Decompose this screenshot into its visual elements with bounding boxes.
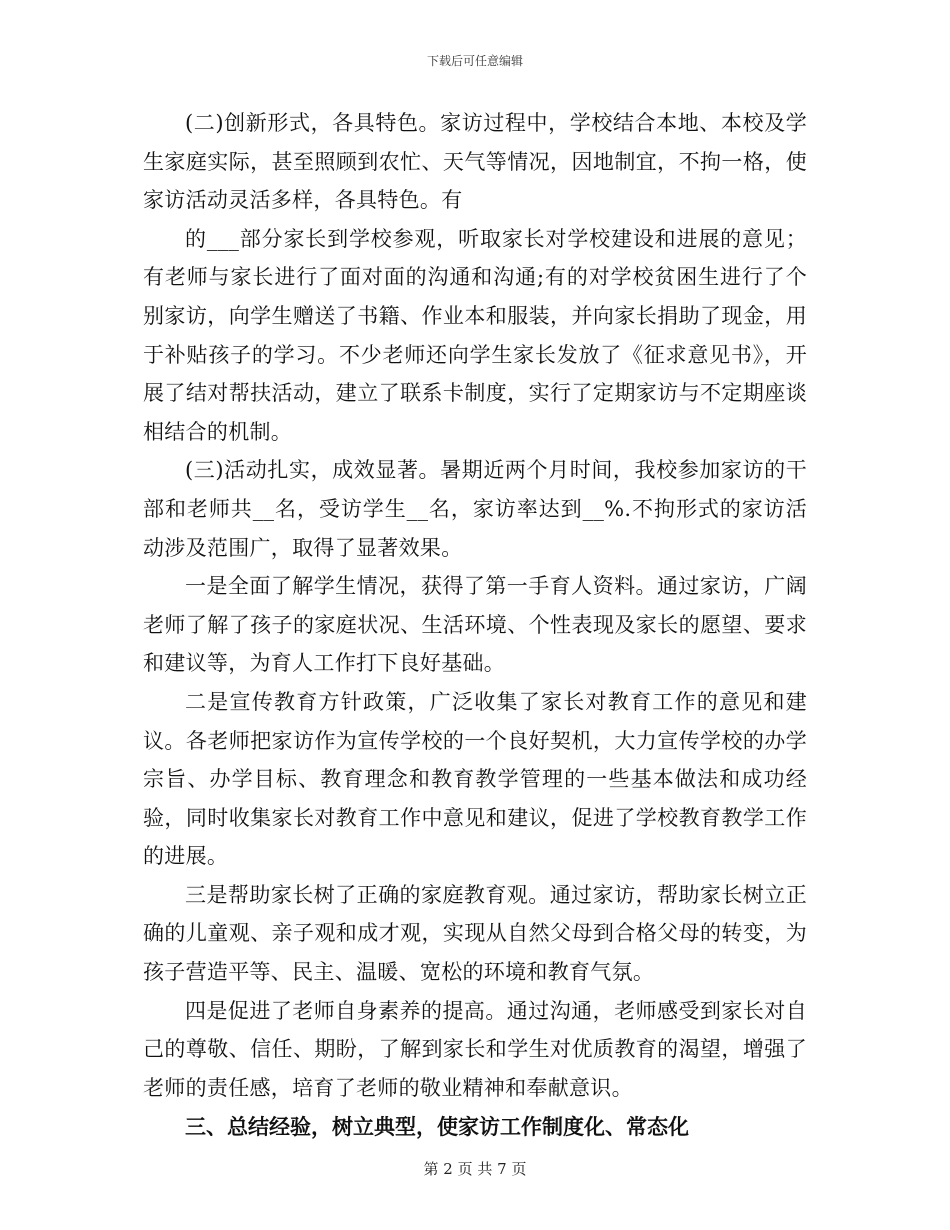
page-header: 下载后可任意编辑 bbox=[426, 54, 523, 68]
paragraph-point-two: 二是宣传教育方针政策，广泛收集了家长对教育工作的意见和建议。各老师把家访作为宣传学校的一个良好契机，大力宣传学校的办学宗旨、办学目标、教育理念和教育教学管理的一些基本做法和成功经验，同时收集家长对教育工作中意见和建议，促进了学校教育教学工作的进展。 bbox=[143, 689, 807, 869]
paragraph-point-four: 四是促进了老师自身素养的提高。通过沟通，老师感受到家长对自己的尊敬、信任、期盼，了解到家长和学生对优质教育的渴望，增强了老师的责任感，培育了老师的敬业精神和奉献意识。 bbox=[143, 998, 807, 1100]
paragraph-innovative-forms: (二)创新形式，各具特色。家访过程中，学校结合本地、本校及学生家庭实际，甚至照顾到农忙、天气等情况，因地制宜，不拘一格，使家访活动灵活多样，各具特色。有 bbox=[143, 111, 807, 213]
paragraph-point-three: 三是帮助家长树了正确的家庭教育观。通过家访，帮助家长树立正确的儿童观、亲子观和成才观，实现从自然父母到合格父母的转变，为孩子营造平等、民主、温暖、宽松的环境和教育气氛。 bbox=[143, 882, 807, 985]
paragraph-visit-activities: 的___部分家长到学校参观，听取家长对学校建设和进展的意见；有老师与家长进行了面对面的沟通和沟通;有的对学校贫困生进行了个别家访，向学生赠送了书籍、作业本和服装，并向家长捐助了现金，用于补贴孩子的学习。不少老师还向学生家长发放了《征求意见书》，开展了结对帮扶活动，建立了联系卡制度，实行了定期家访与不定期座谈相结合的机制。 bbox=[143, 226, 807, 444]
document-body bbox=[143, 104, 807, 1147]
paragraph-point-one: 一是全面了解学生情况，获得了第一手育人资料。通过家访，广阔老师了解了孩子的家庭状况、生活环境、个性表现及家长的愿望、要求和建议等，为育人工作打下良好基础。 bbox=[143, 574, 807, 676]
paragraph-solid-results: (三)活动扎实，成效显著。暑期近两个月时间，我校参加家访的干部和老师共__名，受访学生__名，家访率达到__%.不拘形式的家访活动涉及范围广，取得了显著效果。 bbox=[143, 458, 807, 560]
section-heading: 三、总结经验，树立典型，使家访工作制度化、常态化 bbox=[185, 1114, 689, 1140]
page-number-footer: 第 2 页 共 7 页 bbox=[423, 1160, 527, 1178]
